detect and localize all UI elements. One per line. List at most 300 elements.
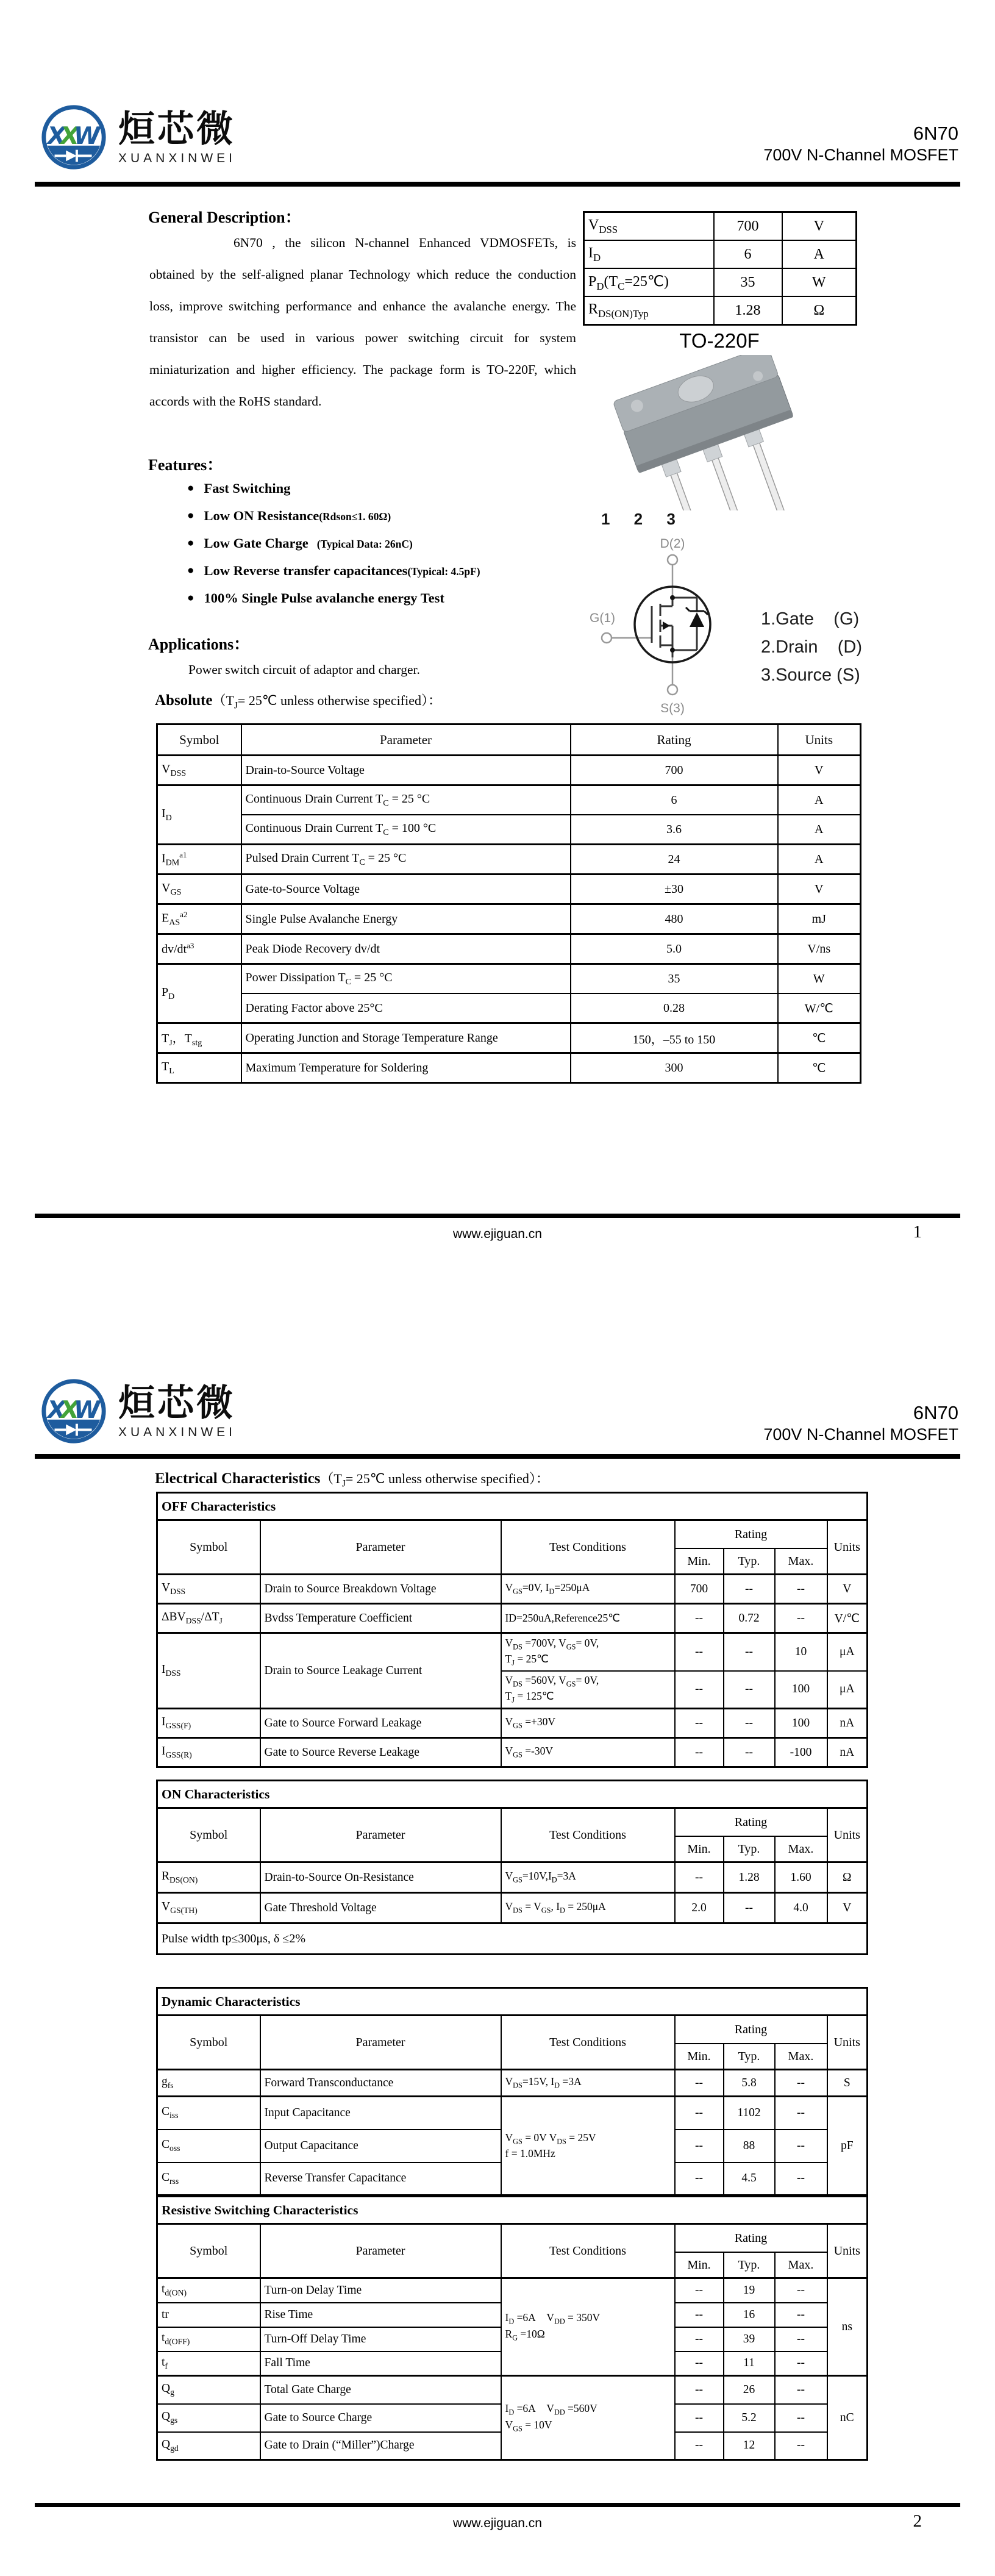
table-row bbox=[157, 1893, 868, 1923]
col-header-rating: Rating bbox=[675, 2016, 827, 2044]
table-row bbox=[157, 1633, 868, 1671]
min-cell: -- bbox=[675, 2404, 724, 2432]
parameter-cell: Output Capacitance bbox=[260, 2130, 501, 2163]
parameter-cell: Gate to Source Reverse Leakage bbox=[260, 1738, 501, 1767]
pin-legend-drain: 2.Drain (D) bbox=[761, 637, 862, 657]
col-header-typ: Typ. bbox=[724, 1548, 775, 1575]
test-conditions-cell: $V_{DS} =700V$, $V_{GS}= 0V$, $T_J$ = 25℃ bbox=[501, 1633, 675, 1671]
col-header-typ: Typ. bbox=[724, 2044, 775, 2070]
gate-label: G(1) bbox=[590, 611, 615, 625]
col-header-units: Units bbox=[827, 2224, 868, 2278]
list-item: ● 100% Single Pulse avalanche energy Test bbox=[187, 590, 444, 606]
typ-cell: 12 bbox=[724, 2432, 775, 2460]
parameter-cell: Maximum Temperature for Soldering bbox=[241, 1053, 571, 1083]
col-header-test-conditions: Test Conditions bbox=[501, 1808, 675, 1862]
min-cell: -- bbox=[675, 1604, 724, 1633]
parameter-cell: Gate to Source Forward Leakage bbox=[260, 1709, 501, 1738]
list-item: ● Low Gate Charge (Typical Data: 26nC) bbox=[187, 535, 413, 551]
min-cell: -- bbox=[675, 2130, 724, 2163]
symbol-cell: $T_J$，$T_{stg}$ bbox=[157, 1023, 241, 1053]
list-item: ● Fast Switching bbox=[187, 481, 291, 496]
pin-legend-source: 3.Source (S) bbox=[761, 665, 860, 685]
table-row bbox=[157, 1053, 861, 1083]
test-conditions-cell: $V_{GS} = 0V$ $V_{DS} = 25V$ f = 1.0MHz bbox=[501, 2097, 675, 2195]
brand-name-english: XUANXINWEI bbox=[118, 151, 237, 165]
table-row bbox=[157, 815, 861, 845]
unit-cell: V bbox=[827, 1893, 868, 1923]
package-pin-numbers: 1 2 3 bbox=[601, 510, 685, 528]
unit-cell: pF bbox=[827, 2097, 868, 2195]
min-cell: -- bbox=[675, 2070, 724, 2097]
logo-letter-w: W bbox=[74, 121, 101, 150]
header-rule bbox=[35, 1454, 960, 1459]
max-cell: -- bbox=[775, 2404, 827, 2432]
max-cell: -- bbox=[775, 2070, 827, 2097]
symbol-cell: $Q_g$ bbox=[157, 2376, 260, 2404]
unit-cell: nC bbox=[827, 2376, 868, 2460]
col-header-parameter: Parameter bbox=[260, 1808, 501, 1862]
max-cell: -- bbox=[775, 2097, 827, 2130]
table-row bbox=[584, 296, 857, 325]
table-section-title: OFF Characteristics bbox=[157, 1493, 868, 1520]
table-section-title: ON Characteristics bbox=[157, 1781, 868, 1808]
table-row bbox=[157, 1862, 868, 1893]
test-conditions-cell: $V_{DS} =560V$, $V_{GS}= 0V$, $T_J$ = 125℃ bbox=[501, 1671, 675, 1709]
test-conditions-cell: $V_{GS}=10V,I_D=3A$ bbox=[501, 1862, 675, 1893]
typ-cell: -- bbox=[724, 1893, 775, 1923]
typ-cell: 16 bbox=[724, 2303, 775, 2327]
max-cell: -- bbox=[775, 1575, 827, 1604]
rating-cell: 300 bbox=[571, 1053, 778, 1083]
min-cell: -- bbox=[675, 2303, 724, 2327]
parameter-cell: Forward Transconductance bbox=[260, 2070, 501, 2097]
pulse-width-note: Pulse width tp≤300μs, δ ≤2% bbox=[157, 1923, 868, 1955]
unit-cell: A bbox=[778, 785, 861, 815]
brand-logo-icon bbox=[38, 1376, 110, 1448]
part-number: 6N70 bbox=[913, 1402, 958, 1423]
symbol-cell: $t_f$ bbox=[157, 2352, 260, 2376]
parameter-cell: Peak Diode Recovery dv/dt bbox=[241, 934, 571, 964]
table-header-row bbox=[157, 1808, 868, 1837]
min-cell: -- bbox=[675, 1633, 724, 1671]
unit-cell: A bbox=[778, 845, 861, 875]
brand-name-chinese: 烜芯微 bbox=[118, 1382, 235, 1425]
parameter-cell: Input Capacitance bbox=[260, 2097, 501, 2130]
rating-cell: 3.6 bbox=[571, 815, 778, 845]
symbol-cell: $C_{oss}$ bbox=[157, 2130, 260, 2163]
col-header-min: Min. bbox=[675, 2252, 724, 2278]
col-header-units: Units bbox=[827, 1808, 868, 1862]
col-header-max: Max. bbox=[775, 1548, 827, 1575]
table-row bbox=[157, 785, 861, 815]
typ-cell: 26 bbox=[724, 2376, 775, 2404]
source-label: S(3) bbox=[660, 701, 685, 715]
electrical-characteristics-title: Electrical $Characteristics(T_J=$ 25℃ unless otherwise specified）： bbox=[155, 1470, 549, 1489]
logo-letter-x1: X bbox=[47, 1395, 66, 1424]
table-row bbox=[157, 875, 861, 904]
table-row bbox=[157, 1738, 868, 1767]
unit-cell: V bbox=[778, 756, 861, 785]
footer-website: www.ejiguan.cn bbox=[453, 2516, 542, 2530]
spec-symbol-cell: $I_D$ bbox=[584, 240, 714, 268]
parameter-cell: Turn-Off Delay Time bbox=[260, 2327, 501, 2352]
table-row bbox=[157, 1604, 868, 1633]
spec-unit-cell: W bbox=[782, 268, 857, 296]
list-item: ● Low ON Resistance(Rdson≤1. 60Ω) bbox=[187, 508, 391, 523]
min-cell: 2.0 bbox=[675, 1893, 724, 1923]
table-row bbox=[157, 756, 861, 785]
part-subtitle: 700V N-Channel MOSFET bbox=[763, 1425, 958, 1444]
footer-website: www.ejiguan.cn bbox=[453, 1227, 542, 1241]
col-header-symbol: Symbol bbox=[157, 1808, 260, 1862]
unit-cell: μA bbox=[827, 1633, 868, 1671]
table-row bbox=[157, 904, 861, 934]
spec-value-cell: 700 bbox=[714, 212, 782, 241]
max-cell: -- bbox=[775, 2376, 827, 2404]
table-row bbox=[157, 1709, 868, 1738]
symbol-cell: $R_{DS(ON)}$ bbox=[157, 1862, 260, 1893]
table-note-row bbox=[157, 1923, 868, 1955]
test-conditions-cell: $I_D =6A$ $V_{DD} =560V$ $V_{GS} = 10V$ bbox=[501, 2376, 675, 2460]
col-header-symbol: Symbol bbox=[157, 1520, 260, 1575]
general-description-text: 6N70 , the silicon N-channel Enhanced VDMOSFETs, is obtained by the self-aligned planar Technology which reduce the conduction loss, improve switching performance and enhance the avalanche energy. The transistor can be used in various power switching circuit for system miniaturization and higher efficiency. The package form is TO-220F, which accords with the RoHS standard. bbox=[149, 235, 576, 409]
table-row bbox=[157, 964, 861, 994]
symbol-cell: $V_{GS}$ bbox=[157, 875, 241, 904]
min-cell: -- bbox=[675, 2376, 724, 2404]
max-cell: -- bbox=[775, 2278, 827, 2303]
rating-cell: 35 bbox=[571, 964, 778, 994]
pin-legend bbox=[761, 605, 862, 689]
min-cell: -- bbox=[675, 1738, 724, 1767]
rating-cell: 150，–55 to 150 bbox=[571, 1023, 778, 1053]
col-header-test-conditions: Test Conditions bbox=[501, 2224, 675, 2278]
table-header-row bbox=[157, 2224, 868, 2253]
unit-cell: V/℃ bbox=[827, 1604, 868, 1633]
table-row bbox=[584, 268, 857, 296]
table-section-title: Resistive Switching Characteristics bbox=[157, 2197, 868, 2224]
col-header-units: Units bbox=[827, 1520, 868, 1575]
applications-text: Power switch circuit of adaptor and charger. bbox=[188, 662, 420, 677]
col-header-max: Max. bbox=[775, 1836, 827, 1862]
min-cell: -- bbox=[675, 1709, 724, 1738]
symbol-cell: $I_{GSS(F)}$ bbox=[157, 1709, 260, 1738]
max-cell: 100 bbox=[775, 1671, 827, 1709]
parameter-cell: Bvdss Temperature Coefficient bbox=[260, 1604, 501, 1633]
package-name: TO-220F bbox=[679, 329, 760, 352]
rating-cell: 6 bbox=[571, 785, 778, 815]
symbol-cell: $C_{iss}$ bbox=[157, 2097, 260, 2130]
table-row bbox=[157, 2097, 868, 2130]
on-characteristics-table bbox=[156, 1780, 868, 1955]
test-conditions-cell: $V_{GS} =+30V$ bbox=[501, 1709, 675, 1738]
col-header-symbol: Symbol bbox=[157, 2016, 260, 2070]
table-row bbox=[157, 993, 861, 1023]
typ-cell: -- bbox=[724, 1633, 775, 1671]
spec-unit-cell: A bbox=[782, 240, 857, 268]
parameter-cell: Gate Threshold Voltage bbox=[260, 1893, 501, 1923]
table-row bbox=[584, 212, 857, 241]
max-cell: -- bbox=[775, 2163, 827, 2195]
typ-cell: -- bbox=[724, 1709, 775, 1738]
table-row bbox=[157, 934, 861, 964]
brand-name-english: XUANXINWEI bbox=[118, 1425, 237, 1439]
parameter-cell: Turn-on Delay Time bbox=[260, 2278, 501, 2303]
min-cell: -- bbox=[675, 2163, 724, 2195]
rating-cell: 24 bbox=[571, 845, 778, 875]
parameter-cell: Fall Time bbox=[260, 2352, 501, 2376]
rating-cell: 0.28 bbox=[571, 993, 778, 1023]
parameter-cell: Drain to Source Breakdown Voltage bbox=[260, 1575, 501, 1604]
table-row bbox=[584, 240, 857, 268]
part-number: 6N70 bbox=[913, 123, 958, 144]
parameter-cell: Reverse Transfer Capacitance bbox=[260, 2163, 501, 2195]
rating-cell: 5.0 bbox=[571, 934, 778, 964]
max-cell: 1.60 bbox=[775, 1862, 827, 1893]
drain-label: D(2) bbox=[660, 537, 685, 551]
min-cell: -- bbox=[675, 2352, 724, 2376]
features-list bbox=[149, 481, 626, 618]
table-row bbox=[157, 2376, 868, 2404]
max-cell: 4.0 bbox=[775, 1893, 827, 1923]
symbol-cell: $Q_{gs}$ bbox=[157, 2404, 260, 2432]
test-conditions-cell: $V_{DS} = V_{GS}$, $I_D = 250\mu A$ bbox=[501, 1893, 675, 1923]
footer-rule bbox=[35, 1214, 960, 1218]
col-header-test-conditions: Test Conditions bbox=[501, 2016, 675, 2070]
parameter-cell: Drain to Source Leakage Current bbox=[260, 1633, 501, 1709]
unit-cell: nA bbox=[827, 1709, 868, 1738]
unit-cell: V bbox=[778, 875, 861, 904]
unit-cell: W/℃ bbox=[778, 993, 861, 1023]
max-cell: -- bbox=[775, 2303, 827, 2327]
absolute-ratings-title: $Absolute(T_J=$ 25℃ unless otherwise specified）： bbox=[155, 692, 441, 711]
col-header-typ: Typ. bbox=[724, 1836, 775, 1862]
typ-cell: 1.28 bbox=[724, 1862, 775, 1893]
switching-characteristics-table bbox=[156, 2195, 868, 2461]
page-number: 2 bbox=[913, 2511, 922, 2531]
logo-letter-w: W bbox=[74, 1395, 101, 1424]
parameter-cell: Rise Time bbox=[260, 2303, 501, 2327]
symbol-cell: $g_{fs}$ bbox=[157, 2070, 260, 2097]
part-subtitle: 700V N-Channel MOSFET bbox=[763, 146, 958, 165]
unit-cell: ℃ bbox=[778, 1053, 861, 1083]
symbol-cell: tr bbox=[157, 2303, 260, 2327]
symbol-cell: $dv/dt^{a3}$ bbox=[157, 934, 241, 964]
table-section-title: Dynamic Characteristics bbox=[157, 1988, 868, 2016]
test-conditions-cell: $V_{GS}=0V$, $I_D=250\mu A$ bbox=[501, 1575, 675, 1604]
max-cell: -- bbox=[775, 2327, 827, 2352]
symbol-cell: $t_{d(OFF)}$ bbox=[157, 2327, 260, 2352]
unit-cell: ns bbox=[827, 2278, 868, 2376]
off-characteristics-table bbox=[156, 1492, 868, 1768]
parameter-cell: Drain-to-Source Voltage bbox=[241, 756, 571, 785]
symbol-cell: $I_{GSS(R)}$ bbox=[157, 1738, 260, 1767]
col-header-parameter: Parameter bbox=[241, 724, 571, 756]
symbol-cell: $V_{DSS}$ bbox=[157, 1575, 260, 1604]
max-cell: -- bbox=[775, 2352, 827, 2376]
bullet-icon: ● bbox=[187, 592, 194, 604]
bullet-icon: ● bbox=[187, 537, 194, 549]
table-header-row bbox=[157, 2016, 868, 2044]
col-header-test-conditions: Test Conditions bbox=[501, 1520, 675, 1575]
typ-cell: 11 bbox=[724, 2352, 775, 2376]
symbol-cell: $I_{DM}^{a1}$ bbox=[157, 845, 241, 875]
min-cell: -- bbox=[675, 1862, 724, 1893]
symbol-cell: $Q_{gd}$ bbox=[157, 2432, 260, 2460]
col-header-units: Units bbox=[778, 724, 861, 756]
typ-cell: -- bbox=[724, 1671, 775, 1709]
unit-cell: mJ bbox=[778, 904, 861, 934]
applications-title: Applications： bbox=[148, 635, 250, 653]
absolute-ratings-table bbox=[156, 723, 861, 1084]
spec-value-cell: 1.28 bbox=[714, 296, 782, 325]
general-description-title: General Description： bbox=[148, 209, 301, 226]
unit-cell: μA bbox=[827, 1671, 868, 1709]
logo-letter-x1: X bbox=[47, 121, 66, 150]
unit-cell: Ω bbox=[827, 1862, 868, 1893]
col-header-parameter: Parameter bbox=[260, 1520, 501, 1575]
typ-cell: 39 bbox=[724, 2327, 775, 2352]
col-header-parameter: Parameter bbox=[260, 2224, 501, 2278]
parameter-cell: Power Dissipation $T_C = 25$ °C bbox=[241, 964, 571, 994]
logo-letter-x2: X bbox=[60, 1395, 79, 1424]
max-cell: -- bbox=[775, 2432, 827, 2460]
spec-unit-cell: V bbox=[782, 212, 857, 241]
test-conditions-cell: $V_{DS}=15V$, $I_D =3A$ bbox=[501, 2070, 675, 2097]
table-header-row bbox=[157, 724, 861, 756]
col-header-symbol: Symbol bbox=[157, 724, 241, 756]
table-row bbox=[157, 1575, 868, 1604]
unit-cell: S bbox=[827, 2070, 868, 2097]
parameter-cell: Drain-to-Source On-Resistance bbox=[260, 1862, 501, 1893]
features-title: Features： bbox=[148, 456, 223, 474]
table-row bbox=[157, 2278, 868, 2303]
parameter-cell: Gate-to-Source Voltage bbox=[241, 875, 571, 904]
symbol-cell: $V_{DSS}$ bbox=[157, 756, 241, 785]
min-cell: -- bbox=[675, 1671, 724, 1709]
rating-cell: 480 bbox=[571, 904, 778, 934]
col-header-units: Units bbox=[827, 2016, 868, 2070]
bullet-icon: ● bbox=[187, 509, 194, 522]
col-header-typ: Typ. bbox=[724, 2252, 775, 2278]
col-header-max: Max. bbox=[775, 2044, 827, 2070]
parameter-cell: Total Gate Charge bbox=[260, 2376, 501, 2404]
test-conditions-cell: $I_D =6A$ $V_{DD} = 350V$ $R_G =10\Omega$ bbox=[501, 2278, 675, 2376]
unit-cell: W bbox=[778, 964, 861, 994]
max-cell: -100 bbox=[775, 1738, 827, 1767]
brand-name-chinese: 烜芯微 bbox=[118, 108, 235, 151]
col-header-rating: Rating bbox=[571, 724, 778, 756]
symbol-cell: $t_{d(ON)}$ bbox=[157, 2278, 260, 2303]
spec-value-cell: 35 bbox=[714, 268, 782, 296]
max-cell: -- bbox=[775, 1604, 827, 1633]
max-cell: 100 bbox=[775, 1709, 827, 1738]
unit-cell: ℃ bbox=[778, 1023, 861, 1053]
rating-cell: 700 bbox=[571, 756, 778, 785]
doc-title-block bbox=[763, 122, 958, 166]
parameter-cell: Single Pulse Avalanche Energy bbox=[241, 904, 571, 934]
package-image bbox=[579, 355, 835, 510]
symbol-cell: $E_{AS}^{a2}$ bbox=[157, 904, 241, 934]
typ-cell: -- bbox=[724, 1575, 775, 1604]
key-spec-table bbox=[583, 211, 857, 326]
min-cell: -- bbox=[675, 2278, 724, 2303]
min-cell: 700 bbox=[675, 1575, 724, 1604]
parameter-cell: Operating Junction and Storage Temperature Range bbox=[241, 1023, 571, 1053]
unit-cell: V/ns bbox=[778, 934, 861, 964]
max-cell: -- bbox=[775, 2130, 827, 2163]
datasheet-page-2 bbox=[0, 1288, 995, 2576]
header-rule bbox=[35, 182, 960, 187]
logo-letter-x2: X bbox=[60, 121, 79, 150]
symbol-cell: $T_L$ bbox=[157, 1053, 241, 1083]
parameter-cell: Derating Factor above 25°C bbox=[241, 993, 571, 1023]
unit-cell: A bbox=[778, 815, 861, 845]
min-cell: -- bbox=[675, 2327, 724, 2352]
parameter-cell: Continuous Drain Current $T_C = 25$ °C bbox=[241, 785, 571, 815]
brand-logo bbox=[38, 102, 236, 174]
unit-cell: nA bbox=[827, 1738, 868, 1767]
typ-cell: 4.5 bbox=[724, 2163, 775, 2195]
min-cell: -- bbox=[675, 2432, 724, 2460]
parameter-cell: Continuous Drain Current $T_C = 100$ °C bbox=[241, 815, 571, 845]
col-header-rating: Rating bbox=[675, 2224, 827, 2253]
table-row bbox=[157, 2070, 868, 2097]
symbol-cell: $V_{GS(TH)}$ bbox=[157, 1893, 260, 1923]
spec-symbol-cell: $R_{DS(ON)Typ}$ bbox=[584, 296, 714, 325]
table-header-row bbox=[157, 1520, 868, 1549]
symbol-cell: $P_D$ bbox=[157, 964, 241, 1023]
col-header-min: Min. bbox=[675, 2044, 724, 2070]
spec-value-cell: 6 bbox=[714, 240, 782, 268]
typ-cell: 19 bbox=[724, 2278, 775, 2303]
pin-legend-gate: 1.Gate (G) bbox=[761, 609, 860, 629]
col-header-min: Min. bbox=[675, 1836, 724, 1862]
bullet-icon: ● bbox=[187, 482, 194, 495]
typ-cell: 0.72 bbox=[724, 1604, 775, 1633]
min-cell: -- bbox=[675, 2097, 724, 2130]
col-header-symbol: Symbol bbox=[157, 2224, 260, 2278]
max-cell: 10 bbox=[775, 1633, 827, 1671]
parameter-cell: Gate to Drain (“Miller”)Charge bbox=[260, 2432, 501, 2460]
typ-cell: 5.8 bbox=[724, 2070, 775, 2097]
parameter-cell: Pulsed Drain Current $T_C = 25$ °C bbox=[241, 845, 571, 875]
doc-title-block bbox=[763, 1401, 958, 1445]
symbol-cell: $I_D$ bbox=[157, 785, 241, 845]
symbol-cell: $I_{DSS}$ bbox=[157, 1633, 260, 1709]
test-conditions-cell: ID=250uA,Reference25℃ bbox=[501, 1604, 675, 1633]
brand-logo bbox=[38, 1376, 236, 1448]
test-conditions-cell: $V_{GS} =-30V$ bbox=[501, 1738, 675, 1767]
typ-cell: -- bbox=[724, 1738, 775, 1767]
col-header-parameter: Parameter bbox=[260, 2016, 501, 2070]
footer-rule bbox=[35, 2503, 960, 2507]
parameter-cell: Gate to Source Charge bbox=[260, 2404, 501, 2432]
mosfet-symbol-icon bbox=[576, 535, 783, 718]
symbol-cell: $C_{rss}$ bbox=[157, 2163, 260, 2195]
typ-cell: 88 bbox=[724, 2130, 775, 2163]
col-header-min: Min. bbox=[675, 1548, 724, 1575]
table-row bbox=[157, 1023, 861, 1053]
unit-cell: V bbox=[827, 1575, 868, 1604]
list-item: ● Low Reverse transfer capacitances(Typical: 4.5pF) bbox=[187, 563, 480, 578]
spec-unit-cell: Ω bbox=[782, 296, 857, 325]
spec-symbol-cell: $V_{DSS}$ bbox=[584, 212, 714, 241]
col-header-rating: Rating bbox=[675, 1808, 827, 1837]
col-header-rating: Rating bbox=[675, 1520, 827, 1549]
col-header-max: Max. bbox=[775, 2252, 827, 2278]
page-number: 1 bbox=[913, 1222, 922, 1242]
bullet-icon: ● bbox=[187, 564, 194, 577]
